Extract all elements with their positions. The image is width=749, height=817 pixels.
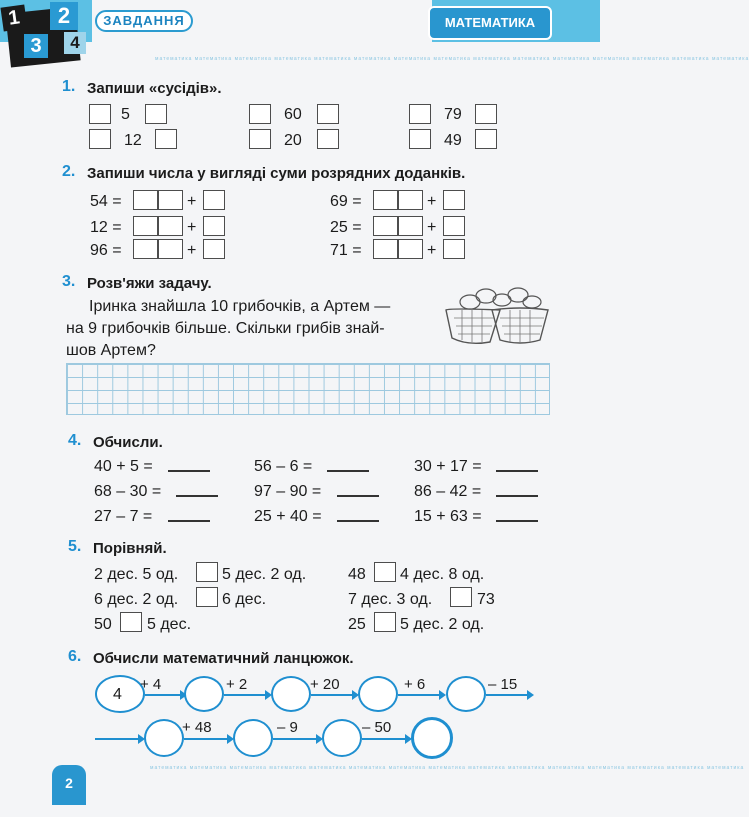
s1-number: 79 bbox=[444, 106, 462, 123]
expression: 56 – 6 = bbox=[254, 458, 313, 475]
chain-operation: + 2 bbox=[226, 676, 248, 693]
answer-line[interactable] bbox=[337, 495, 379, 497]
answer-line[interactable] bbox=[496, 470, 538, 472]
compare-right: 5 дес. bbox=[147, 616, 192, 633]
footer-subject-strip: математика математика математика математика математика математика математика математика математика математика математика математика математика математика математика bbox=[150, 765, 745, 771]
answer-line[interactable] bbox=[176, 495, 218, 497]
compare-right: 5 дес. 2 од. bbox=[400, 616, 485, 633]
answer-line[interactable] bbox=[496, 520, 538, 522]
answer-box[interactable] bbox=[145, 104, 167, 124]
answer-grid[interactable] bbox=[66, 363, 550, 415]
expression: 25 + 40 = bbox=[254, 508, 322, 525]
chain-answer-circle[interactable] bbox=[233, 719, 273, 757]
compare-sign-box[interactable] bbox=[196, 587, 218, 607]
plus-sign: + bbox=[187, 242, 197, 259]
answer-box[interactable] bbox=[89, 129, 111, 149]
answer-box[interactable] bbox=[475, 104, 497, 124]
answer-box[interactable] bbox=[443, 190, 465, 210]
section-4-title: Обчисли. bbox=[93, 434, 163, 451]
logo-digit-2: 2 bbox=[50, 2, 78, 30]
chain-answer-circle[interactable] bbox=[144, 719, 184, 757]
problem-text-line: на 9 грибочків більше. Скільки грибів знай- bbox=[66, 320, 385, 337]
s1-number: 20 bbox=[284, 132, 302, 149]
section-5-title: Порівняй. bbox=[93, 540, 167, 557]
section-5-number: 5. bbox=[68, 538, 82, 555]
chain-arrow bbox=[311, 694, 353, 696]
compare-right: 73 bbox=[477, 591, 495, 608]
expression: 15 + 63 = bbox=[414, 508, 482, 525]
chain-answer-circle[interactable] bbox=[271, 676, 311, 712]
tens-units-box[interactable] bbox=[373, 190, 423, 210]
chain-operation: + 20 bbox=[310, 676, 340, 693]
answer-box[interactable] bbox=[155, 129, 177, 149]
chain-operation: – 50 bbox=[362, 719, 392, 736]
compare-left: 50 bbox=[94, 616, 112, 633]
chain-operation: + 4 bbox=[140, 676, 162, 693]
answer-box[interactable] bbox=[443, 216, 465, 236]
expression: 30 + 17 = bbox=[414, 458, 482, 475]
mushroom-basket-icon bbox=[440, 280, 552, 350]
expression: 40 + 5 = bbox=[94, 458, 153, 475]
answer-box[interactable] bbox=[475, 129, 497, 149]
answer-line[interactable] bbox=[168, 470, 210, 472]
chain-arrow bbox=[95, 738, 139, 740]
answer-box[interactable] bbox=[203, 216, 225, 236]
section-2-title: Запиши числа у вигляді суми розрядних доданків. bbox=[87, 165, 466, 182]
compare-sign-box[interactable] bbox=[374, 562, 396, 582]
s1-number: 60 bbox=[284, 106, 302, 123]
problem-text-line: шов Артем? bbox=[66, 342, 156, 359]
s2-right-label: 71 = bbox=[330, 242, 362, 259]
section-3-number: 3. bbox=[62, 273, 76, 290]
s2-left-label: 96 = bbox=[90, 242, 122, 259]
compare-right: 6 дес. bbox=[222, 591, 267, 608]
chain-operation: + 48 bbox=[182, 719, 212, 736]
chain-start-value: 4 bbox=[113, 686, 122, 703]
s2-right-label: 69 = bbox=[330, 193, 362, 210]
section-4-number: 4. bbox=[68, 432, 82, 449]
compare-sign-box[interactable] bbox=[374, 612, 396, 632]
compare-right: 4 дес. 8 од. bbox=[400, 566, 485, 583]
plus-sign: + bbox=[427, 219, 437, 236]
tens-units-box[interactable] bbox=[133, 216, 183, 236]
section-6-number: 6. bbox=[68, 648, 82, 665]
section-2-number: 2. bbox=[62, 163, 76, 180]
section-1-number: 1. bbox=[62, 78, 76, 95]
compare-sign-box[interactable] bbox=[120, 612, 142, 632]
chain-final-circle[interactable] bbox=[411, 717, 453, 759]
answer-box[interactable] bbox=[409, 104, 431, 124]
plus-sign: + bbox=[187, 193, 197, 210]
chain-arrow bbox=[398, 694, 440, 696]
answer-box[interactable] bbox=[89, 104, 111, 124]
chain-answer-circle[interactable] bbox=[358, 676, 398, 712]
plus-sign: + bbox=[187, 219, 197, 236]
s1-number: 12 bbox=[124, 132, 142, 149]
problem-text-line: Іринка знайшла 10 грибочків, а Артем — bbox=[89, 298, 391, 315]
compare-sign-box[interactable] bbox=[450, 587, 472, 607]
answer-box[interactable] bbox=[203, 190, 225, 210]
s2-left-label: 12 = bbox=[90, 219, 122, 236]
answer-box[interactable] bbox=[317, 104, 339, 124]
s1-number: 5 bbox=[121, 106, 130, 123]
tens-units-box[interactable] bbox=[373, 216, 423, 236]
chain-arrow bbox=[145, 694, 181, 696]
compare-left: 6 дес. 2 од. bbox=[94, 591, 179, 608]
logo-digit-4: 4 bbox=[64, 32, 86, 54]
answer-box[interactable] bbox=[249, 104, 271, 124]
subject-tab: МАТЕМАТИКА bbox=[428, 6, 552, 40]
chain-answer-circle[interactable] bbox=[322, 719, 362, 757]
header-subject-strip: математика математика математика математика математика математика математика математика математика математика математика математика математика математика математика bbox=[155, 56, 749, 62]
expression: 86 – 42 = bbox=[414, 483, 482, 500]
logo-digit-1: 1 bbox=[0, 4, 27, 31]
answer-box[interactable] bbox=[249, 129, 271, 149]
section-6-title: Обчисли математичний ланцюжок. bbox=[93, 650, 354, 667]
compare-left: 2 дес. 5 од. bbox=[94, 566, 179, 583]
page-number: 2 bbox=[52, 765, 86, 805]
section-3-title: Розв'яжи задачу. bbox=[87, 275, 212, 292]
answer-line[interactable] bbox=[327, 470, 369, 472]
answer-box[interactable] bbox=[443, 239, 465, 259]
s2-left-label: 54 = bbox=[90, 193, 122, 210]
chain-operation: – 9 bbox=[277, 719, 298, 736]
expression: 97 – 90 = bbox=[254, 483, 322, 500]
s1-number: 49 bbox=[444, 132, 462, 149]
chain-arrow bbox=[224, 694, 266, 696]
compare-sign-box[interactable] bbox=[196, 562, 218, 582]
logo-digit-3: 3 bbox=[24, 34, 48, 58]
chain-operation: + 6 bbox=[404, 676, 426, 693]
compare-left: 48 bbox=[348, 566, 366, 583]
chain-arrow bbox=[273, 738, 317, 740]
expression: 27 – 7 = bbox=[94, 508, 153, 525]
compare-right: 5 дес. 2 од. bbox=[222, 566, 307, 583]
expression: 68 – 30 = bbox=[94, 483, 162, 500]
chain-answer-circle[interactable] bbox=[184, 676, 224, 712]
plus-sign: + bbox=[427, 242, 437, 259]
answer-line[interactable] bbox=[168, 520, 210, 522]
chain-arrow bbox=[486, 694, 528, 696]
section-1-title: Запиши «сусідів». bbox=[87, 80, 222, 97]
task-label: ЗАВДАННЯ bbox=[95, 10, 193, 32]
answer-line[interactable] bbox=[496, 495, 538, 497]
s2-right-label: 25 = bbox=[330, 219, 362, 236]
chain-operation: – 15 bbox=[488, 676, 518, 693]
answer-box[interactable] bbox=[203, 239, 225, 259]
chain-arrow bbox=[362, 738, 406, 740]
tens-units-box[interactable] bbox=[133, 190, 183, 210]
chain-arrow bbox=[184, 738, 228, 740]
answer-line[interactable] bbox=[337, 520, 379, 522]
compare-left: 7 дес. 3 од. bbox=[348, 591, 433, 608]
plus-sign: + bbox=[427, 193, 437, 210]
answer-box[interactable] bbox=[409, 129, 431, 149]
answer-box[interactable] bbox=[317, 129, 339, 149]
tens-units-box[interactable] bbox=[133, 239, 183, 259]
compare-left: 25 bbox=[348, 616, 366, 633]
chain-answer-circle[interactable] bbox=[446, 676, 486, 712]
tens-units-box[interactable] bbox=[373, 239, 423, 259]
